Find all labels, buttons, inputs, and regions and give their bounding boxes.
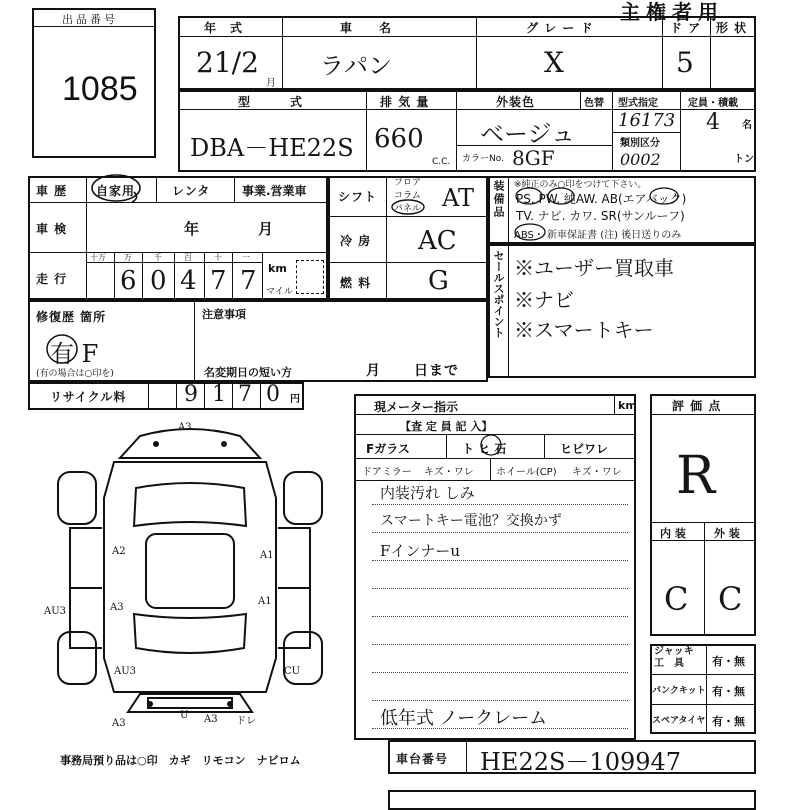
inspector-note: 低年式 ノークレーム [380,708,548,729]
svg-text:AU3: AU3 [44,606,67,617]
glass-label: Fガラス [366,442,410,456]
inspection-month-unit: 月 [258,220,275,238]
ac-label: 冷 房 [340,234,372,248]
mileage-header-100k: 十万 [90,253,106,262]
recycle-digit: 7 [238,382,252,407]
inspector-note: 内装汚れ しみ [380,484,475,502]
fuel-value: G [428,266,449,296]
category-label: 類別区分 [620,138,660,149]
interior-label: 内 装 [660,527,686,540]
car-diagram [40,418,340,728]
shift-panel: パネル [394,204,422,214]
inspector-note: スマートキー電池？交換かず [380,513,562,529]
svg-text:A1: A1 [260,550,274,561]
capacity-label: 定員・積載 [688,98,738,109]
month-unit: 月 [266,78,276,89]
shape-label: 形 状 [716,21,748,35]
shift-column: コラム [394,191,421,201]
equipment-line-2: TV. ナビ. カワ. SR(サンルーフ) [516,209,685,223]
mirror-options: キズ・ワレ [424,467,474,478]
sheet-title: 主権者用 [620,0,724,24]
svg-text:AU3: AU3 [114,666,137,677]
recycle-label: リサイクル料 [50,390,127,404]
svg-text:ドレ: ドレ [236,716,256,727]
color-label: 外装色 [496,95,536,109]
recycle-unit: 円 [290,394,300,405]
equipment-line-3: ABS・ 新車保証書 (注) 後日送りのみ [514,230,682,241]
chassis-number: HE22S－109947 [480,748,682,776]
wheel-options: キズ・ワレ [572,467,622,478]
circle-mark-icon [88,170,148,206]
name-label: 車 名 [340,21,393,35]
sales-point-item: ※ユーザー買取車 [514,256,674,280]
recycle-digit: 9 [184,382,198,407]
type-label: 型 式 [238,95,304,109]
model-year: 21/2 [196,46,259,79]
repair-label: 修復歴 箇所 [36,310,107,324]
mileage-digit: 7 [240,266,257,296]
meter-unit: km [618,399,637,412]
score-label: 評 価 点 [672,399,722,413]
category-value: 0002 [620,150,661,169]
inspector-heading: 【査 定 員 記 入】 [400,420,493,433]
mile-unit: マイル [266,287,293,297]
interior-score: C [664,580,689,618]
svg-text:A1: A1 [258,596,272,607]
inspection-label: 車 検 [36,222,68,236]
doors-value: 5 [676,46,694,79]
cc-unit: C.C. [432,157,451,167]
chassis-label: 車台番号 [396,752,449,766]
history-label: 車 歴 [36,184,68,198]
capacity-unit: 名 [742,120,752,131]
circle-mark-icon [390,198,426,216]
notice-label: 注意事項 [202,308,246,321]
office-items-note: 事務局預り品は○印 カギ リモコン ナビロム [60,754,301,767]
displacement-label: 排 気 量 [380,95,430,109]
color-change-label: 色替 [584,98,604,109]
wheel-label: ホイール(CP) [496,467,557,478]
spare-yes-no: 有・無 [712,715,745,728]
doors-label: ド ア [670,21,702,35]
mileage-header-1: 一 [242,253,250,262]
repair-note: (有の場合は○印を) [36,369,114,379]
fuel-label: 燃 料 [340,276,372,290]
mileage-label: 走 行 [36,272,68,286]
grade-label: グ レ ー ド [526,21,594,35]
note-ruling [372,588,628,589]
svg-text:A2: A2 [112,546,126,557]
sales-point-item: ※ナビ [514,288,574,312]
jack-yes-no: 有・無 [712,655,745,668]
model-code: DBA－HE22S [190,134,354,162]
ac-value: AC [418,226,457,256]
lot-number: 1085 [62,70,138,108]
type-designation-label: 型式指定 [618,98,658,109]
glass-options: ト ヒ 石 [462,442,507,456]
svg-text:A3: A3 [178,422,192,433]
exterior-color: ベージュ [480,120,576,148]
car-name: ラパン [320,52,392,80]
circle-mark-icon [478,432,504,458]
year-label: 年 式 [204,21,244,35]
history-option-private: 自家用 [96,184,136,198]
deadline-label: 名変期日の短い方 [204,366,292,379]
ton-unit: トン [734,154,754,165]
inspection-year-unit: 年 [184,220,201,238]
svg-text:U: U [180,710,189,721]
repair-value: 有 F [50,340,99,368]
circle-mark-icon [44,332,84,366]
equipment-note: ※純正のみ○印をつけて下さい。 [514,180,647,190]
svg-text:A3: A3 [110,602,124,613]
mileage-digit: 4 [180,266,197,296]
puncture-label: パンクキット [652,686,706,696]
svg-text:A3: A3 [204,714,218,725]
note-ruling [372,672,628,673]
svg-text:A3: A3 [112,718,126,728]
svg-text:CU: CU [284,666,301,677]
km-unit: km [268,262,287,275]
mileage-header-10: 十 [214,253,222,262]
jack-label: ジャッキ 工 具 [654,646,694,669]
note-ruling [372,644,628,645]
shift-value: AT [442,184,475,212]
crack-options: ヒビワレ [560,442,609,456]
mileage-digit: 6 [120,266,137,296]
mirror-label: ドアミラー [362,467,412,478]
bottom-box [388,790,756,810]
mileage-header-1k: 千 [154,253,162,262]
score-value: R [676,446,716,506]
mileage-header-10k: 万 [124,253,132,262]
mileage-digit: 7 [210,266,227,296]
note-ruling [372,504,628,505]
note-ruling [372,616,628,617]
exterior-label: 外 装 [714,527,740,540]
type-designation: 16173 [618,110,676,131]
spare-label: スペアタイヤ [652,716,706,726]
equipment-label: 装備品 [492,180,505,219]
exterior-score: C [718,580,743,618]
capacity-value: 4 [706,110,720,135]
lot-label: 出品番号 [62,13,118,26]
deadline-day: 日まで [414,363,459,379]
sales-points-label: セールスポイント [492,250,505,338]
note-ruling [372,700,628,701]
sales-point-item: ※スマートキー [514,318,654,342]
circle-mark-icon [514,186,687,244]
color-no-label: カラーNo. [462,154,504,164]
meter-label: 現メーター指示 [374,400,459,414]
shift-floor: フロア [394,178,422,188]
history-option-rental: レンタ [172,184,211,198]
shift-label: シフト [338,190,378,204]
puncture-yes-no: 有・無 [712,685,745,698]
recycle-digit: 0 [266,382,280,407]
mileage-digit: 0 [150,266,167,296]
mileage-header-100: 百 [184,253,192,262]
inspector-note: Fインナーu [380,542,461,560]
history-option-business: 事業.営業車 [242,184,307,198]
equipment-line-1: PS. PW. 純AW. AB(エアバック) [516,192,687,206]
recycle-digit: 1 [212,382,226,407]
displacement-value: 660 [374,124,424,154]
color-no: 8GF [512,146,555,170]
note-ruling [372,532,628,533]
grade-value: X [544,46,564,79]
deadline-month: 月 [366,363,381,379]
mile-checkbox[interactable] [296,260,324,294]
